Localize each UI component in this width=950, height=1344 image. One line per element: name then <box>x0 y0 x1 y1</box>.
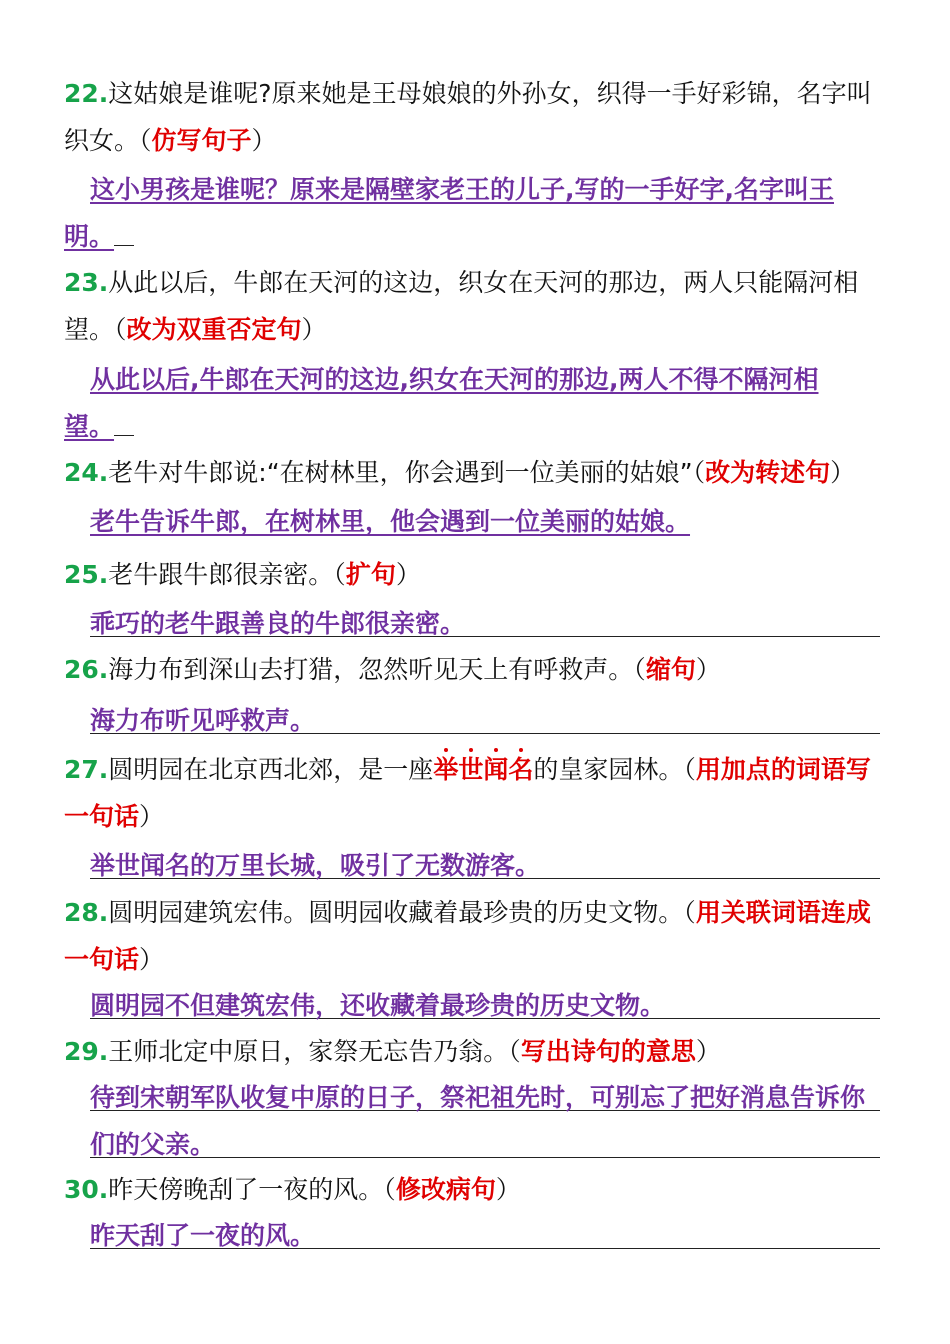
answer-text: 海力布听见呼救声。 <box>90 706 316 735</box>
question-28 <box>64 889 884 983</box>
answer-29 <box>90 1074 880 1168</box>
question-25 <box>64 551 884 598</box>
emphasis-dot <box>444 748 448 752</box>
question-27 <box>64 746 884 840</box>
dotted-char: 举 <box>433 755 458 784</box>
question-requirement: 用加点的词语写一句话 <box>64 755 871 831</box>
question-text: 海力布到深山去打猎，忽然听见天上有呼救声。（ <box>108 655 646 684</box>
question-number: 26. <box>64 655 109 684</box>
question-30 <box>64 1166 884 1213</box>
question-number: 30. <box>64 1175 109 1204</box>
dotted-word <box>433 755 533 784</box>
question-requirement: 改为转述句 <box>705 458 831 487</box>
dotted-char: 名 <box>508 755 533 784</box>
question-requirement: 改为双重否定句 <box>126 315 302 344</box>
answer-line <box>114 403 134 436</box>
question-number: 22. <box>64 79 109 108</box>
question-number: 24. <box>64 458 109 487</box>
emphasis-dot <box>519 748 523 752</box>
answer-text: 昨天刮了一夜的风。 <box>90 1221 316 1250</box>
question-requirement: 写出诗句的意思 <box>520 1037 696 1066</box>
question-number: 25. <box>64 560 109 589</box>
question-close: ） <box>301 315 327 344</box>
answer-25 <box>90 600 880 637</box>
question-number: 28. <box>64 898 109 927</box>
question-text: 从此以后，牛郎在天河的这边，织女在天河的那边，两人只能隔河相望。（ <box>64 268 859 344</box>
question-26 <box>64 646 884 693</box>
answer-text: 乖巧的老牛跟善良的牛郎很亲密。 <box>90 609 466 638</box>
question-requirement: 仿写句子 <box>151 126 252 155</box>
answer-text: 这小男孩是谁呢？原来是隔壁家老王的儿子,写的一手好字,名字叫王明。 <box>64 175 834 251</box>
question-close: ） <box>139 945 165 974</box>
answer-26 <box>90 697 880 734</box>
question-24 <box>64 449 904 496</box>
question-close: ） <box>395 560 421 589</box>
question-text: 老牛跟牛郎很亲密。（ <box>108 560 346 589</box>
question-close: ） <box>830 458 856 487</box>
question-text: 圆明园在北京西北郊，是一座 <box>108 755 434 784</box>
answer-22 <box>64 166 864 260</box>
question-close: ） <box>139 802 165 831</box>
question-text: 昨天傍晚刮了一夜的风。（ <box>108 1175 396 1204</box>
question-requirement: 缩句 <box>645 655 696 684</box>
question-text: 这姑娘是谁呢?原来她是王母娘娘的外孙女，织得一手好彩锦，名字叫织女。（ <box>64 79 872 155</box>
question-23 <box>64 259 884 353</box>
question-close: ） <box>695 1037 721 1066</box>
question-number: 27. <box>64 755 109 784</box>
dotted-char: 世 <box>458 755 483 784</box>
answer-text: 从此以后,牛郎在天河的这边,织女在天河的那边,两人不得不隔河相望。 <box>64 365 819 441</box>
answer-line <box>114 213 134 246</box>
question-text: 王师北定中原日，家祭无忘告乃翁。（ <box>108 1037 521 1066</box>
answer-text: 圆明园不但建筑宏伟，还收藏着最珍贵的历史文物。 <box>90 991 666 1020</box>
emphasis-dot <box>494 748 498 752</box>
answer-28 <box>90 982 880 1019</box>
question-close: ） <box>695 655 721 684</box>
question-22 <box>64 70 884 164</box>
question-requirement: 修改病句 <box>395 1175 496 1204</box>
question-29 <box>64 1028 884 1075</box>
question-requirement: 扩句 <box>345 560 396 589</box>
question-requirement: 用关联词语连成一句话 <box>64 898 871 974</box>
answer-24 <box>90 498 880 545</box>
answer-30 <box>90 1212 880 1249</box>
answer-23 <box>64 356 864 450</box>
dotted-char: 闻 <box>483 755 508 784</box>
answer-text: 老牛告诉牛郎，在树林里，他会遇到一位美丽的姑娘。 <box>90 507 691 536</box>
question-number: 23. <box>64 268 109 297</box>
answer-27 <box>90 842 880 879</box>
emphasis-dot <box>469 748 473 752</box>
answer-text: 举世闻名的万里长城，吸引了无数游客。 <box>90 851 541 880</box>
question-number: 29. <box>64 1037 109 1066</box>
question-close: ） <box>251 126 277 155</box>
question-text: 老牛对牛郎说:“在树林里，你会遇到一位美丽的姑娘”（ <box>108 458 706 487</box>
question-text: 圆明园建筑宏伟。圆明园收藏着最珍贵的历史文物。（ <box>108 898 696 927</box>
answer-text: 待到宋朝军队收复中原的日子，祭祀祖先时，可别忘了把好消息告诉你们的父亲。 <box>90 1083 866 1159</box>
question-text-2: 的皇家园林。（ <box>533 755 696 784</box>
question-close: ） <box>495 1175 521 1204</box>
